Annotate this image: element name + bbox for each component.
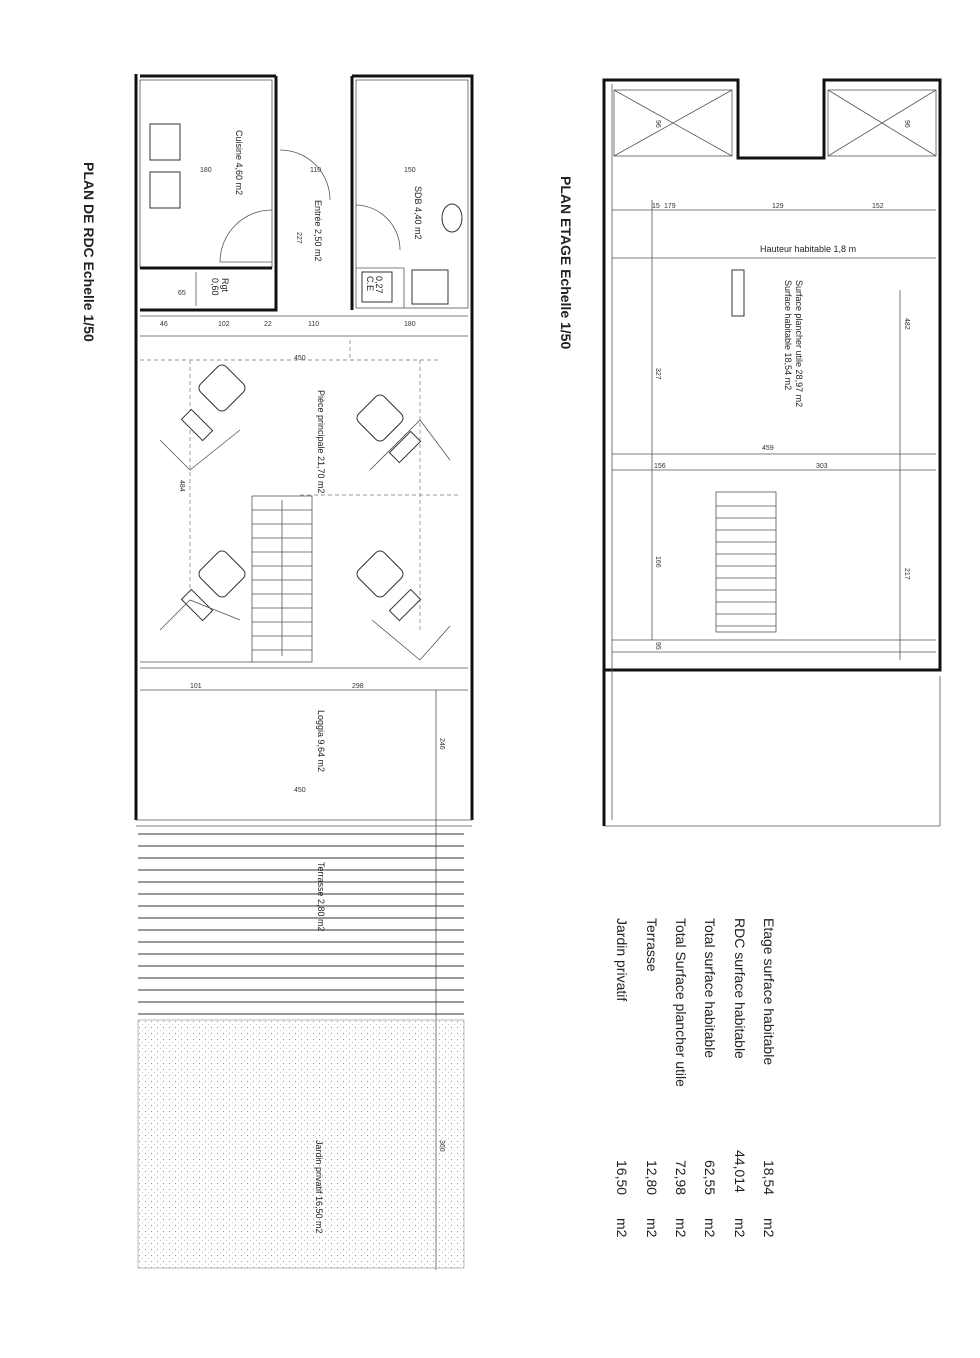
dim-label: 166	[654, 556, 661, 568]
summary-value: 16,50	[614, 1160, 630, 1196]
dim-label: 227	[295, 232, 302, 244]
rdc-plan	[136, 74, 472, 1270]
label-sdb: SDB 4,40 m2	[413, 186, 423, 240]
etage-plan	[604, 80, 940, 826]
sink-icon	[150, 124, 180, 160]
label-jardin: Jardin privatif 16,50 m2	[314, 1140, 324, 1234]
label-loggia: Loggia 9,64 m2	[316, 710, 326, 773]
dim-label: 482	[903, 318, 910, 330]
dim-label: 217	[903, 568, 910, 580]
summary-value: 12,80	[644, 1160, 660, 1196]
label-cuisine: Cuisine 4,60 m2	[234, 130, 244, 196]
surface-summary	[614, 918, 777, 1238]
label-ce: C.E	[365, 276, 375, 292]
dim-label: 156	[654, 463, 666, 470]
dim-label: 22	[264, 321, 272, 328]
dim-label: 95	[654, 642, 661, 650]
dim-label: 15	[652, 203, 660, 210]
summary-value: 44,014	[732, 1150, 748, 1193]
staircase-steps	[716, 506, 776, 626]
dim-label: 327	[654, 368, 661, 380]
dim-label: 46	[160, 321, 168, 328]
washbasin-icon	[442, 204, 462, 232]
label-ce-val: 0,27	[374, 276, 384, 294]
dim-label: 484	[178, 480, 185, 492]
dim-label: 179	[664, 203, 676, 210]
radiator-icon	[732, 270, 744, 316]
dim-label: 459	[762, 445, 774, 452]
summary-value: 62,55	[702, 1160, 718, 1196]
dim-label: 110	[308, 321, 320, 328]
dim-label: 96	[903, 120, 910, 128]
stove-icon	[150, 172, 180, 208]
staircase-rdc	[252, 496, 312, 662]
dim-label: 152	[872, 203, 884, 210]
door-sdb	[356, 205, 400, 250]
title-rdc: PLAN DE RDC Echelle 1/50	[81, 162, 97, 342]
summary-unit: m2	[702, 1218, 718, 1238]
desk-workstation	[355, 549, 450, 660]
dim-label: 180	[200, 167, 212, 174]
dim-label: 303	[816, 463, 828, 470]
summary-unit: m2	[644, 1218, 660, 1238]
summary-value: 72,98	[673, 1160, 689, 1196]
dim-label: 150	[404, 167, 416, 174]
dim-label: 360	[438, 1140, 445, 1152]
etage-walls	[604, 80, 940, 826]
label-terrasse: Terrasse 2,80 m2	[316, 862, 326, 932]
desk-workstation	[355, 393, 450, 470]
label-piece: Pièce principale 21,70 m2	[316, 390, 326, 494]
terrace-decking	[138, 834, 464, 1014]
title-etage: PLAN ETAGE Echelle 1/50	[558, 176, 574, 350]
label-surf-hab: Surface habitable 18,54 m2	[783, 280, 793, 391]
toilet-icon	[412, 270, 448, 304]
dim-label: 101	[190, 683, 202, 690]
dim-label: 96	[654, 120, 661, 128]
summary-unit: m2	[614, 1218, 630, 1238]
label-rgt-val: 0,60	[210, 278, 220, 296]
door-entree	[280, 150, 330, 200]
summary-label: RDC surface habitable	[732, 918, 748, 1059]
dim-label: 180	[404, 321, 416, 328]
summary-label: Terrasse	[644, 918, 660, 972]
label-surf-pl: Surface plancher utile 28,97 m2	[794, 280, 804, 408]
summary-label: Etage surface habitable	[761, 918, 777, 1066]
summary-label: Jardin privatif	[614, 918, 630, 1002]
summary-unit: m2	[732, 1218, 748, 1238]
summary-label: Total Surface plancher utile	[673, 918, 689, 1087]
label-rgt: Rgt	[220, 278, 230, 293]
door-cuisine	[220, 210, 272, 262]
staircase-etage	[716, 492, 776, 632]
summary-unit: m2	[673, 1218, 689, 1238]
dim-label: 298	[352, 683, 364, 690]
label-entree: Entrée 2,50 m2	[313, 200, 323, 262]
dim-label: 450	[294, 355, 306, 362]
summary-label: Total surface habitable	[702, 918, 718, 1059]
summary-value: 18,54	[761, 1160, 777, 1196]
summary-unit: m2	[761, 1218, 777, 1238]
dim-label: 102	[218, 321, 230, 328]
dim-label: 65	[178, 290, 186, 297]
dim-label: 246	[438, 738, 445, 750]
desk-workstation	[160, 549, 247, 630]
dim-label: 450	[294, 787, 306, 794]
label-hauteur: Hauteur habitable 1,8 m	[760, 244, 857, 254]
dim-label: 110	[310, 167, 322, 174]
jardin-area	[138, 1020, 464, 1268]
desk-workstation	[160, 363, 247, 470]
dim-label: 129	[772, 203, 784, 210]
